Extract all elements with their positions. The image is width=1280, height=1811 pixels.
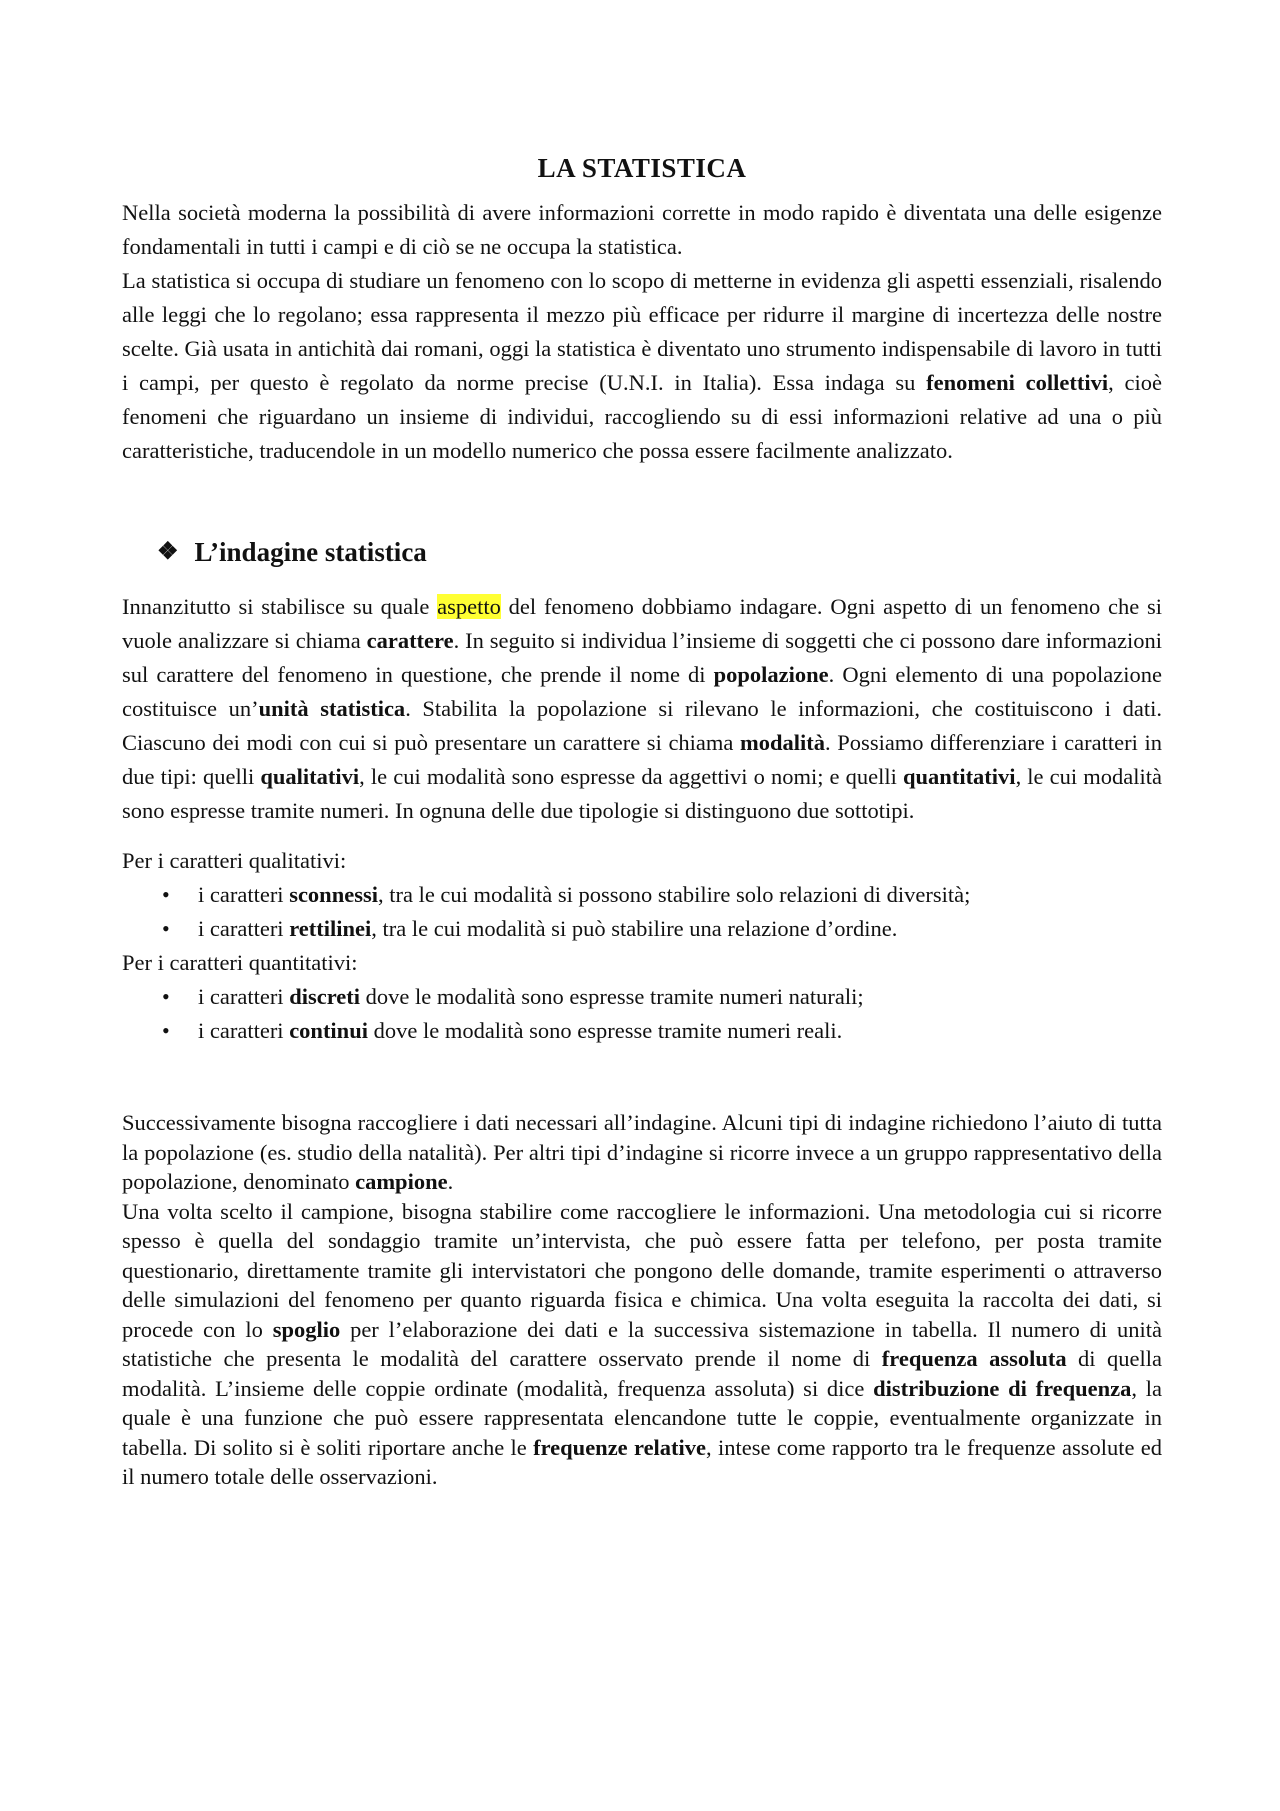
diamond-bullet-icon: ❖ — [157, 539, 179, 565]
term-distribuzione-di-frequenza: distribuzione di frequenza — [873, 1375, 1132, 1401]
qualitative-list — [122, 878, 1162, 946]
s1-text-n: , le cui modalità sono espresse tramite numeri. In ognuna delle due tipologie si distinguono due sottotipi. — [122, 764, 1162, 823]
term-fenomeni-collettivi: fenomeni collettivi — [926, 370, 1109, 395]
term-unita-statistica: unità statistica — [258, 696, 406, 721]
list-item — [162, 1014, 1162, 1048]
intro-paragraph-2 — [122, 264, 1162, 468]
term-qualitativi: qualitativi — [260, 764, 360, 789]
term-continui: continui — [289, 1018, 368, 1043]
term-popolazione: popolazione — [713, 662, 829, 687]
term-frequenze-relative: frequenze relative — [533, 1434, 707, 1460]
b3p1-text-a: Successivamente bisogna raccogliere i dati necessari all’indagine. Alcuni tipi di indagine richiedono l’aiuto di tutta la popolazione (es. studio della natalità). Per altri tipi d’indagine si ricorre invece a un gruppo rappresentativo della popolazione, denominato — [122, 1110, 1162, 1194]
term-carattere: carattere — [366, 628, 454, 653]
term-discreti: discreti — [289, 984, 361, 1009]
list-item-pre: i caratteri — [198, 916, 290, 941]
bullet-dot-icon: • — [162, 882, 170, 907]
term-campione: campione — [355, 1169, 448, 1194]
intro-paragraph-1 — [122, 196, 1162, 264]
quantitative-list — [122, 980, 1162, 1048]
s1-text-h: . Stabilita la popolazione si rilevano le informazioni, che costituiscono i dati. Ciascuno dei modi con cui si può presentare un carattere si chiama — [122, 696, 1162, 755]
s1-text-d: . In seguito si individua l’insieme di soggetti che ci possono dare informazioni sul carattere del fenomeno in questione, che prende il nome di — [122, 628, 1162, 687]
intro-section — [122, 196, 1162, 468]
document-page — [122, 150, 1162, 1492]
intro-p1-text: Nella società moderna la possibilità di avere informazioni corrette in modo rapido è diventata una delle esigenze fondamentali in tutti i campi e di ciò se ne occupa la statistica. — [122, 200, 1162, 259]
collection-paragraph-2 — [122, 1197, 1162, 1492]
b3p2-text-e: di quella modalità. L’insieme delle coppie ordinate (modalità, frequenza assoluta) si dice — [122, 1346, 1162, 1401]
list-item-post: dove le modalità sono espresse tramite numeri naturali; — [360, 984, 864, 1009]
list-item-post: , tra le cui modalità si può stabilire una relazione d’ordine. — [371, 916, 898, 941]
bullet-dot-icon: • — [162, 984, 170, 1009]
qualitative-lead: Per i caratteri qualitativi: — [122, 848, 347, 873]
quantitative-lead: Per i caratteri quantitativi: — [122, 950, 358, 975]
s1-text-f: . Ogni elemento di una popolazione costituisce un’ — [122, 662, 1162, 721]
b3p2-text-a: Una volta scelto il campione, bisogna stabilire come raccogliere le informazioni. Una metodologia cui si ricorre spesso è quella del sondaggio tramite un’intervista, che può essere fatta per telefono, per posta tramite questionario, direttamente tramite gli intervistatori che pongono delle domande, tramite esperimenti o attraverso delle simulazioni del fenomeno per quanto riguarda fisica e chimica. Una volta eseguita la raccolta dei dati, si procede con lo — [122, 1198, 1162, 1342]
term-sconnessi: sconnessi — [289, 882, 378, 907]
term-rettilinei: rettilinei — [289, 916, 372, 941]
term-frequenza-assoluta: frequenza assoluta — [881, 1346, 1067, 1371]
list-item-post: dove le modalità sono espresse tramite numeri reali. — [367, 1018, 843, 1043]
collection-paragraph-1 — [122, 1108, 1162, 1197]
term-quantitativi: quantitativi — [903, 764, 1016, 789]
list-item-post: , tra le cui modalità si possono stabilire solo relazioni di diversità; — [377, 882, 971, 907]
s1-text-a: Innanzitutto si stabilisce su quale — [122, 594, 438, 619]
list-item-pre: i caratteri — [198, 1018, 290, 1043]
intro-p2-text-a: La statistica si occupa di studiare un fenomeno con lo scopo di metterne in evidenza gli aspetti essenziali, risalendo alle leggi che lo regolano; essa rappresenta il mezzo più efficace per ridurre il margine di incertezza delle nostre scelte. Già usata in antichità dai romani, oggi la statistica è diventato uno strumento indispensabile di lavoro in tutti i campi, per questo è regolato da norme precise (U.N.I. in Italia). Essa indaga su — [122, 268, 1162, 395]
intro-p2-text-c: , cioè fenomeni che riguardano un insieme di individui, raccogliendo su di essi informazioni relative ad una o più caratteristiche, traducendole in un modello numerico che possa essere facilmente analizzato. — [122, 370, 1162, 463]
page-title: LA STATISTICA — [537, 153, 747, 183]
bullet-dot-icon: • — [162, 1018, 170, 1043]
section-paragraph-1 — [122, 590, 1162, 828]
list-item — [162, 912, 1162, 946]
list-item — [162, 878, 1162, 912]
section-heading-text: L’indagine statistica — [194, 537, 427, 567]
list-item-pre: i caratteri — [198, 882, 290, 907]
section-heading — [157, 534, 1162, 570]
s1-text-l: , le cui modalità sono espresse da aggettivi o nomi; e quelli — [359, 764, 904, 789]
b3p2-text-g: , la quale è una funzione che può essere rappresentata elencandone tutte le coppie, eventualmente organizzate in tabella. Di solito si è soliti riportare anche le — [122, 1375, 1162, 1460]
data-collection-section — [122, 1108, 1162, 1492]
b3p1-text-c: . — [447, 1169, 454, 1194]
bullet-dot-icon: • — [162, 916, 170, 941]
list-item-pre: i caratteri — [198, 984, 290, 1009]
b3p2-text-i: , intese come rapporto tra le frequenze assolute ed il numero totale delle osservazioni. — [122, 1434, 1163, 1489]
list-item — [162, 980, 1162, 1014]
s1-text-b: del fenomeno dobbiamo indagare. Ogni aspetto di un fenomeno che si vuole analizzare si chiama — [122, 594, 1163, 653]
term-modalita: modalità — [740, 730, 826, 755]
highlighted-word: aspetto — [437, 594, 501, 619]
b3p2-text-c: per l’elaborazione dei dati e la successiva sistemazione in tabella. Il numero di unità statistiche che presenta le modalità del carattere osservato prende il nome di — [122, 1316, 1162, 1371]
term-spoglio: spoglio — [272, 1316, 341, 1342]
s1-text-j: . Possiamo differenziare i caratteri in due tipi: quelli — [122, 730, 1162, 789]
